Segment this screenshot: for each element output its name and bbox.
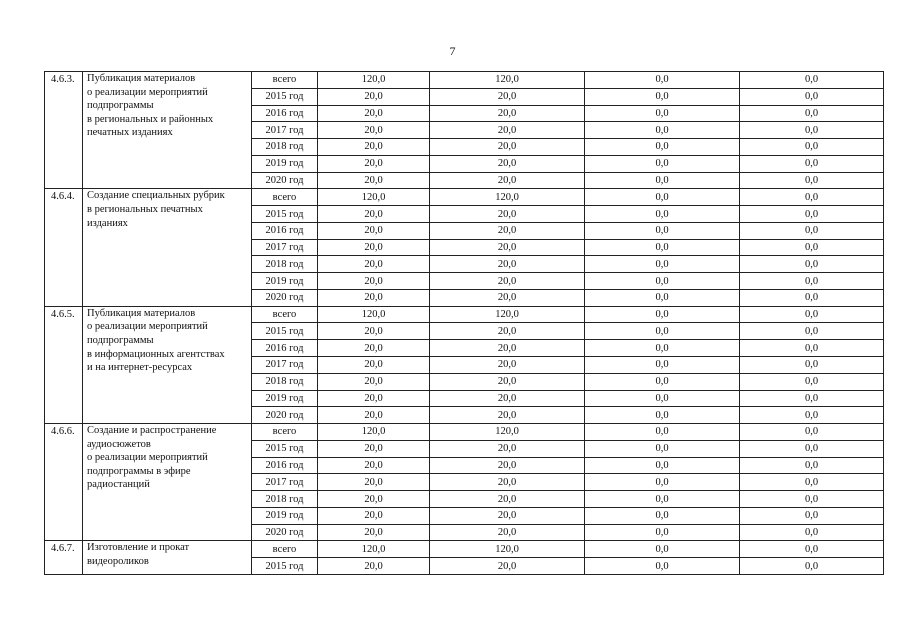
value-source-3-cell: 0,0 <box>740 373 884 390</box>
period-cell: 2017 год <box>252 357 318 374</box>
value-source-2-cell: 0,0 <box>585 373 740 390</box>
value-total-cell: 20,0 <box>318 323 430 340</box>
value-source-3-cell: 0,0 <box>740 558 884 575</box>
value-total-cell: 20,0 <box>318 155 430 172</box>
value-source-2-cell: 0,0 <box>585 340 740 357</box>
period-cell: 2020 год <box>252 524 318 541</box>
value-source-1-cell: 20,0 <box>430 206 585 223</box>
value-source-3-cell: 0,0 <box>740 189 884 206</box>
value-source-2-cell: 0,0 <box>585 558 740 575</box>
value-source-3-cell: 0,0 <box>740 340 884 357</box>
period-cell: 2020 год <box>252 289 318 306</box>
period-cell: 2019 год <box>252 507 318 524</box>
period-cell: 2017 год <box>252 122 318 139</box>
value-source-1-cell: 20,0 <box>430 105 585 122</box>
item-name-line: видеороликов <box>87 556 149 568</box>
table-row <box>45 306 884 323</box>
value-total-cell: 20,0 <box>318 390 430 407</box>
period-cell: 2020 год <box>252 172 318 189</box>
period-cell: 2017 год <box>252 474 318 491</box>
value-source-1-cell: 20,0 <box>430 155 585 172</box>
period-cell: 2015 год <box>252 558 318 575</box>
value-source-1-cell: 20,0 <box>430 88 585 105</box>
value-source-3-cell: 0,0 <box>740 239 884 256</box>
value-source-3-cell: 0,0 <box>740 507 884 524</box>
value-total-cell: 20,0 <box>318 273 430 290</box>
value-source-1-cell: 120,0 <box>430 424 585 441</box>
value-total-cell: 20,0 <box>318 105 430 122</box>
value-source-3-cell: 0,0 <box>740 524 884 541</box>
item-name-line: аудиосюжетов <box>87 438 151 450</box>
period-cell: 2015 год <box>252 206 318 223</box>
value-source-1-cell: 20,0 <box>430 474 585 491</box>
value-source-1-cell: 120,0 <box>430 541 585 558</box>
item-name-line: Создание специальных рубрик <box>87 190 225 202</box>
value-source-1-cell: 120,0 <box>430 189 585 206</box>
value-total-cell: 20,0 <box>318 256 430 273</box>
value-source-1-cell: 20,0 <box>430 524 585 541</box>
period-cell: 2019 год <box>252 273 318 290</box>
value-source-3-cell: 0,0 <box>740 390 884 407</box>
value-total-cell: 20,0 <box>318 407 430 424</box>
item-name-line: в региональных и районных <box>87 113 214 125</box>
value-source-1-cell: 20,0 <box>430 440 585 457</box>
value-source-3-cell: 0,0 <box>740 88 884 105</box>
item-number: 4.6.7. <box>45 541 83 575</box>
value-source-3-cell: 0,0 <box>740 206 884 223</box>
table-row <box>45 72 884 89</box>
table-row <box>45 424 884 441</box>
item-name-line: о реализации мероприятий <box>87 86 208 98</box>
period-cell: 2016 год <box>252 222 318 239</box>
value-source-3-cell: 0,0 <box>740 222 884 239</box>
value-source-1-cell: 20,0 <box>430 390 585 407</box>
value-source-3-cell: 0,0 <box>740 424 884 441</box>
value-source-2-cell: 0,0 <box>585 172 740 189</box>
period-cell: 2018 год <box>252 373 318 390</box>
value-source-1-cell: 20,0 <box>430 373 585 390</box>
value-source-2-cell: 0,0 <box>585 189 740 206</box>
item-name <box>83 424 252 541</box>
value-source-3-cell: 0,0 <box>740 289 884 306</box>
value-source-2-cell: 0,0 <box>585 72 740 89</box>
value-total-cell: 20,0 <box>318 440 430 457</box>
item-number: 4.6.3. <box>45 72 83 189</box>
value-source-3-cell: 0,0 <box>740 139 884 156</box>
budget-table-body <box>45 72 884 575</box>
item-name <box>83 189 252 306</box>
item-name-line: о реализации мероприятий <box>87 321 208 333</box>
value-total-cell: 120,0 <box>318 541 430 558</box>
value-total-cell: 20,0 <box>318 239 430 256</box>
value-source-3-cell: 0,0 <box>740 457 884 474</box>
period-cell: 2016 год <box>252 340 318 357</box>
value-source-3-cell: 0,0 <box>740 323 884 340</box>
value-total-cell: 20,0 <box>318 457 430 474</box>
item-name-line: Публикация материалов <box>87 307 196 319</box>
value-total-cell: 20,0 <box>318 122 430 139</box>
item-name-line: в региональных печатных <box>87 203 203 215</box>
item-name <box>83 72 252 189</box>
period-cell: 2016 год <box>252 457 318 474</box>
period-cell: 2019 год <box>252 390 318 407</box>
value-total-cell: 20,0 <box>318 289 430 306</box>
value-source-1-cell: 20,0 <box>430 222 585 239</box>
value-total-cell: 20,0 <box>318 373 430 390</box>
value-source-2-cell: 0,0 <box>585 390 740 407</box>
value-source-1-cell: 20,0 <box>430 323 585 340</box>
value-source-3-cell: 0,0 <box>740 541 884 558</box>
period-cell: 2018 год <box>252 256 318 273</box>
value-total-cell: 20,0 <box>318 139 430 156</box>
period-cell: 2015 год <box>252 440 318 457</box>
period-cell: всего <box>252 72 318 89</box>
value-source-2-cell: 0,0 <box>585 491 740 508</box>
item-name <box>83 541 252 575</box>
value-source-2-cell: 0,0 <box>585 222 740 239</box>
value-source-3-cell: 0,0 <box>740 440 884 457</box>
period-cell: всего <box>252 306 318 323</box>
item-name-line: подпрограммы в эфире <box>87 465 191 477</box>
value-source-1-cell: 20,0 <box>430 491 585 508</box>
value-source-2-cell: 0,0 <box>585 256 740 273</box>
value-source-1-cell: 20,0 <box>430 256 585 273</box>
value-source-1-cell: 20,0 <box>430 457 585 474</box>
value-total-cell: 20,0 <box>318 491 430 508</box>
value-total-cell: 20,0 <box>318 222 430 239</box>
value-total-cell: 20,0 <box>318 524 430 541</box>
period-cell: 2020 год <box>252 407 318 424</box>
value-source-3-cell: 0,0 <box>740 256 884 273</box>
value-source-2-cell: 0,0 <box>585 357 740 374</box>
item-name-line: Создание и распространение <box>87 425 217 437</box>
table-row <box>45 189 884 206</box>
value-source-3-cell: 0,0 <box>740 491 884 508</box>
value-source-1-cell: 20,0 <box>430 357 585 374</box>
value-source-3-cell: 0,0 <box>740 474 884 491</box>
item-name-line: о реализации мероприятий <box>87 452 208 464</box>
period-cell: всего <box>252 541 318 558</box>
value-source-1-cell: 20,0 <box>430 558 585 575</box>
period-cell: всего <box>252 424 318 441</box>
item-name-line: и на интернет-ресурсах <box>87 362 193 374</box>
table-row <box>45 541 884 558</box>
value-total-cell: 20,0 <box>318 172 430 189</box>
value-source-3-cell: 0,0 <box>740 273 884 290</box>
value-source-1-cell: 20,0 <box>430 139 585 156</box>
value-total-cell: 20,0 <box>318 340 430 357</box>
value-source-1-cell: 20,0 <box>430 273 585 290</box>
value-total-cell: 20,0 <box>318 88 430 105</box>
value-source-2-cell: 0,0 <box>585 541 740 558</box>
period-cell: 2016 год <box>252 105 318 122</box>
value-source-1-cell: 20,0 <box>430 172 585 189</box>
value-source-2-cell: 0,0 <box>585 507 740 524</box>
value-source-2-cell: 0,0 <box>585 407 740 424</box>
value-source-3-cell: 0,0 <box>740 407 884 424</box>
item-number: 4.6.6. <box>45 424 83 541</box>
item-number: 4.6.4. <box>45 189 83 306</box>
value-source-2-cell: 0,0 <box>585 323 740 340</box>
value-source-1-cell: 20,0 <box>430 122 585 139</box>
value-total-cell: 20,0 <box>318 507 430 524</box>
value-total-cell: 120,0 <box>318 306 430 323</box>
value-source-2-cell: 0,0 <box>585 289 740 306</box>
value-source-3-cell: 0,0 <box>740 306 884 323</box>
period-cell: 2015 год <box>252 323 318 340</box>
item-number: 4.6.5. <box>45 306 83 423</box>
value-source-3-cell: 0,0 <box>740 105 884 122</box>
value-source-2-cell: 0,0 <box>585 122 740 139</box>
value-source-2-cell: 0,0 <box>585 457 740 474</box>
value-total-cell: 120,0 <box>318 189 430 206</box>
value-source-2-cell: 0,0 <box>585 474 740 491</box>
value-source-3-cell: 0,0 <box>740 72 884 89</box>
item-name <box>83 306 252 423</box>
value-source-1-cell: 20,0 <box>430 507 585 524</box>
item-name-line: изданиях <box>87 217 128 229</box>
period-cell: 2019 год <box>252 155 318 172</box>
value-source-1-cell: 20,0 <box>430 289 585 306</box>
value-source-1-cell: 120,0 <box>430 306 585 323</box>
item-name-line: Публикация материалов <box>87 73 196 84</box>
period-cell: 2015 год <box>252 88 318 105</box>
value-source-2-cell: 0,0 <box>585 139 740 156</box>
value-source-2-cell: 0,0 <box>585 239 740 256</box>
value-source-2-cell: 0,0 <box>585 440 740 457</box>
value-total-cell: 120,0 <box>318 424 430 441</box>
item-name-line: подпрограммы <box>87 100 154 112</box>
period-cell: всего <box>252 189 318 206</box>
value-source-3-cell: 0,0 <box>740 122 884 139</box>
value-source-1-cell: 20,0 <box>430 239 585 256</box>
value-source-3-cell: 0,0 <box>740 155 884 172</box>
value-source-2-cell: 0,0 <box>585 206 740 223</box>
value-source-1-cell: 20,0 <box>430 407 585 424</box>
item-name-line: в информационных агентствах <box>87 348 225 360</box>
value-source-2-cell: 0,0 <box>585 273 740 290</box>
value-source-2-cell: 0,0 <box>585 524 740 541</box>
period-cell: 2017 год <box>252 239 318 256</box>
value-source-2-cell: 0,0 <box>585 105 740 122</box>
budget-table <box>44 71 884 575</box>
item-name-line: Изготовление и прокат <box>87 542 190 554</box>
value-source-1-cell: 20,0 <box>430 340 585 357</box>
value-total-cell: 120,0 <box>318 72 430 89</box>
item-name-line: подпрограммы <box>87 334 154 346</box>
value-source-3-cell: 0,0 <box>740 172 884 189</box>
value-source-2-cell: 0,0 <box>585 155 740 172</box>
page-number: 7 <box>449 44 456 58</box>
value-total-cell: 20,0 <box>318 357 430 374</box>
value-total-cell: 20,0 <box>318 474 430 491</box>
item-name-line: печатных изданиях <box>87 127 173 139</box>
value-total-cell: 20,0 <box>318 206 430 223</box>
value-source-3-cell: 0,0 <box>740 357 884 374</box>
period-cell: 2018 год <box>252 139 318 156</box>
value-source-2-cell: 0,0 <box>585 88 740 105</box>
value-source-2-cell: 0,0 <box>585 424 740 441</box>
value-source-2-cell: 0,0 <box>585 306 740 323</box>
value-source-1-cell: 120,0 <box>430 72 585 89</box>
period-cell: 2018 год <box>252 491 318 508</box>
item-name-line: радиостанций <box>87 479 150 491</box>
value-total-cell: 20,0 <box>318 558 430 575</box>
